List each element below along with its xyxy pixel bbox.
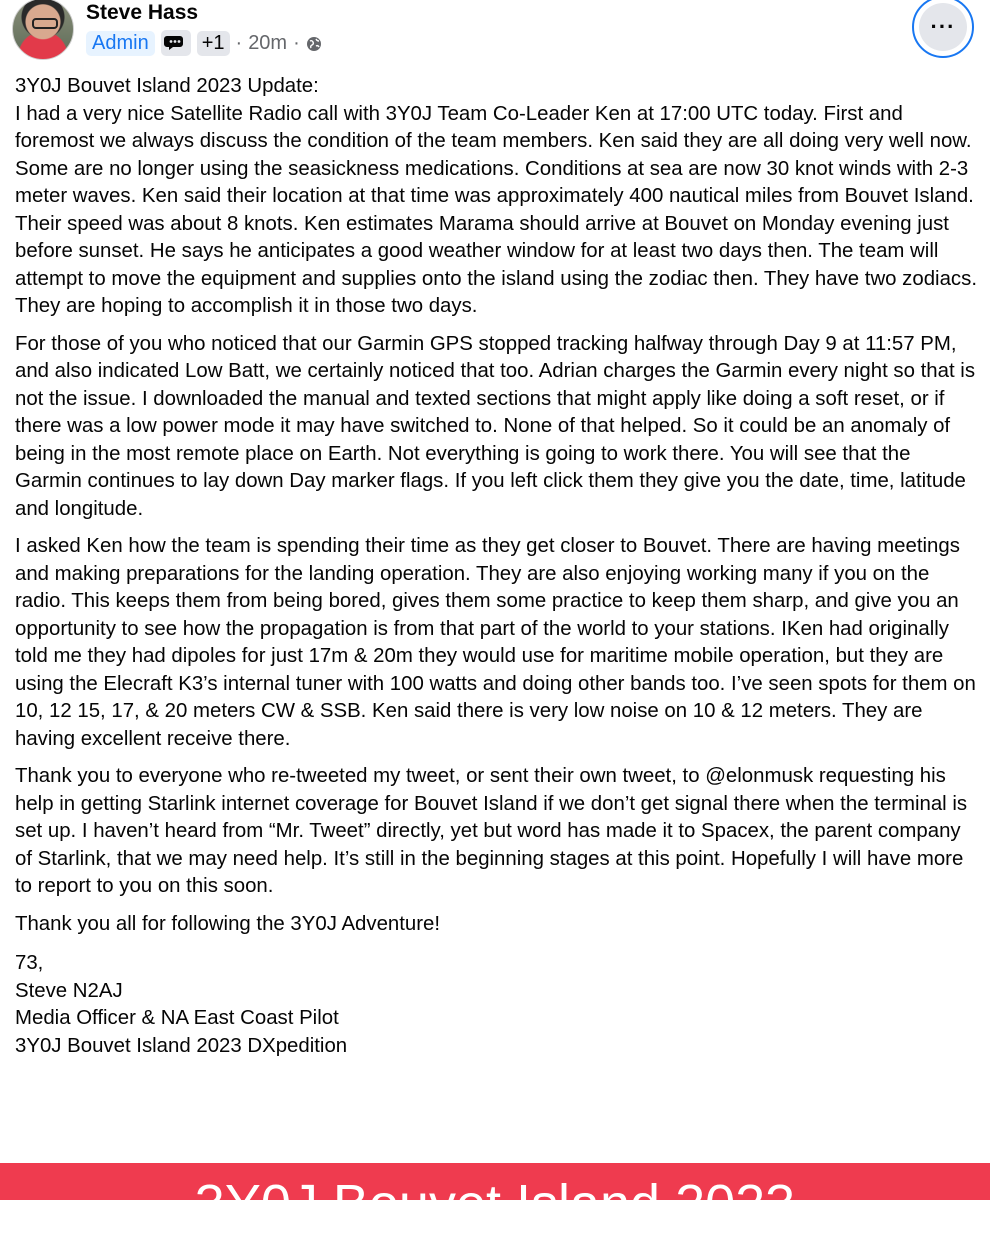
- post-timestamp[interactable]: 20m: [248, 31, 288, 54]
- post-title: 3Y0J Bouvet Island 2023 Update:: [15, 75, 319, 97]
- signature-line-3: Media Officer & NA East Coast Pilot: [15, 1007, 339, 1029]
- post-title-and-paragraph-1: [15, 73, 977, 321]
- signature-line-2: Steve N2AJ: [15, 979, 123, 1002]
- author-name[interactable]: Steve Hass: [86, 1, 199, 24]
- post-meta: [86, 30, 322, 56]
- meta-separator: ·: [235, 31, 243, 54]
- post-body: [15, 73, 977, 1060]
- conversation-starter-icon[interactable]: [161, 30, 191, 56]
- signature-line-1: 73,: [15, 952, 44, 974]
- attached-image-banner[interactable]: [0, 1163, 990, 1234]
- avatar-glasses: [32, 18, 58, 29]
- admin-badge[interactable]: Admin: [86, 31, 155, 56]
- signature: [15, 950, 977, 1060]
- more-options-icon: ···: [919, 3, 967, 51]
- globe-icon: [306, 35, 322, 51]
- post-paragraph-5: Thank you all for following the 3Y0J Adventure!: [15, 912, 441, 935]
- post-paragraph-3: I asked Ken how the team is spending their time as they get closer to Bouvet. There are having meetings and making preparations for the landing operation. They are also enjoying working many if you on the radio. This keeps them from being bored, gives them some practice to keep them sharp, and give you an opportunity to see how the propagation is from that part of the world to your stations. IKen had originally told me they had dipoles for just 17m & 20m they would use for maritime mobile operation, but they are using the Elecraft K3’s internal tuner with 100 watts and doing other bands too. I’ve seen spots for them on 10, 12 15, 17, & 20 meters CW & SSB. Ken said there is very low noise on 10 & 12 meters. They are having excellent receive there.: [15, 535, 976, 750]
- post-paragraph-4: Thank you to everyone who re-tweeted my tweet, or sent their own tweet, to @elonmusk requesting his help in getting Starlink internet coverage for Bouvet Island if we don’t get signal there when the terminal is set up. I haven’t heard from “Mr. Tweet” directly, yet but word has made it to Spacex, the parent company of Starlink, that we may need help. It’s still in the beginning stages at this point. Hopefully I will have more to report to you on this soon.: [15, 765, 968, 897]
- post-paragraph-2: For those of you who noticed that our Garmin GPS stopped tracking halfway through Day 9 at 11:57 PM, and also indicated Low Batt, we certainly noticed that too. Adrian charges the Garmin every night so that is not the issue. I downloaded the manual and texted sections that might apply like doing a soft reset, or if there was a low power mode it may have switched to. None of that helped. So it could be an anomaly of being in the most remote place on Earth. Not everything is going to work there. You will see that the Garmin continues to lay down Day marker flags. If you left click them they give you the date, time, latitude and longitude.: [15, 332, 976, 520]
- post-paragraph-1: I had a very nice Satellite Radio call with 3Y0J Team Co-Leader Ken at 17:00 UTC today. First and foremost we always discuss the condition of the team members. Ken said they are all doing very well now. Some are no longer using the seasickness medications. Conditions at sea are now 30 knot winds with 2-3 meter waves. Ken said their location at that time was approximately 400 nautical miles from Bouvet Island. Their speed was about 8 knots. Ken estimates Marama should arrive at Bouvet on Monday evening just before sunset. He says he anticipates a good weather window for at least two days then. The team will attempt to move the equipment and supplies onto the island using the zodiac then. They have two zodiacs. They are hoping to accomplish it in those two days.: [15, 102, 977, 317]
- signature-line-4: 3Y0J Bouvet Island 2023 DXpedition: [15, 1034, 348, 1057]
- extra-badges-count[interactable]: +1: [197, 31, 230, 56]
- meta-separator: ·: [293, 31, 300, 54]
- avatar[interactable]: [12, 0, 74, 60]
- banner-text: 3Y0J Bouvet Island 2023: [194, 1174, 796, 1234]
- more-options-button[interactable]: [912, 0, 974, 58]
